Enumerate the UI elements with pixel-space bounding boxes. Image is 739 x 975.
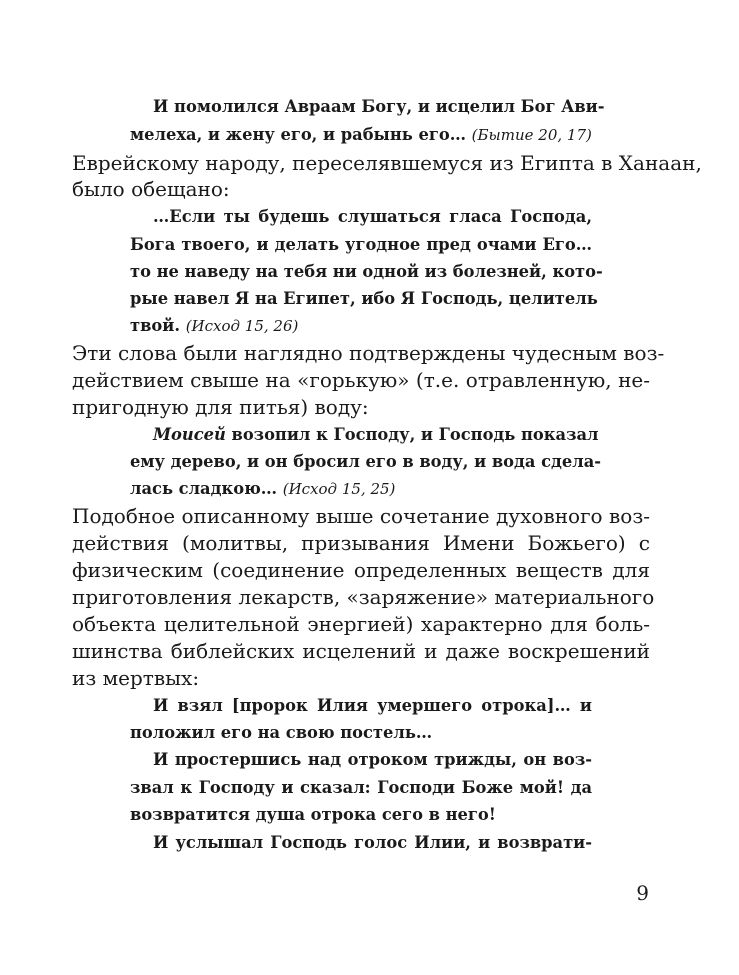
para3-line5: объекта целительной энергией) характерно для боль- (72, 612, 650, 636)
quote2-line4: рые навел Я на Египет, ибо Я Господь, целитель (130, 289, 598, 308)
para3-line4: приготовления лекарств, «заряжение» материального (72, 585, 655, 609)
quote1-line2-text: мелеха, и жену его, и рабынь его… (130, 125, 472, 144)
quote4-line1: И взял [пророк Илия умершего отрока]… и (153, 696, 592, 715)
quote3-line1 (153, 424, 599, 446)
quote1-line1: И помолился Авраам Богу, и исцелил Бог Ави- (153, 97, 605, 116)
para2-line1: Эти слова были наглядно подтверждены чудесным воз- (72, 341, 665, 365)
para3-line2: действия (молитвы, призывания Имени Божьего) с (72, 531, 650, 555)
page-number: 9 (636, 881, 649, 905)
para1-line2: было обещано: (72, 177, 230, 201)
quote1-line2 (130, 124, 592, 146)
quote2-line5-text: твой. (130, 316, 186, 335)
quote2-line1: …Если ты будешь слушаться гласа Господа, (153, 207, 592, 226)
quote2-line3: то не наведу на тебя ни одной из болезней, кото- (130, 262, 603, 281)
para3-line7: из мертвых: (72, 666, 200, 690)
quote3-line1-rest: возопил к Господу, и Господь показал (225, 425, 599, 444)
quote4-line5: возвратится душа отрока сего в него! (130, 805, 496, 824)
quote1-source: (Бытие 20, 17) (471, 126, 592, 144)
quote4-line2: положил его на свою постель… (130, 723, 433, 742)
quote4-line4: звал к Господу и сказал: Господи Боже мой! да (130, 778, 592, 797)
para2-line2: действием свыше на «горькую» (т.е. отравленную, не- (72, 368, 650, 392)
quote3-line2: ему дерево, и он бросил его в воду, и вода сдела- (130, 452, 602, 471)
quote3-line3-text: лась сладкою… (130, 479, 283, 498)
quote3-moses: Моисей (153, 425, 226, 444)
para1-line1: Еврейскому народу, переселявшемуся из Египта в Ханаан, (72, 151, 702, 175)
quote3-source: (Исход 15, 25) (282, 480, 396, 498)
quote2-source: (Исход 15, 26) (185, 317, 299, 335)
para3-line1: Подобное описанному выше сочетание духовного воз- (72, 504, 650, 528)
quote3-line3 (130, 478, 592, 500)
quote4-line6: И услышал Господь голос Илии, и возврати- (153, 833, 592, 852)
para2-line3: пригодную для питья) воду: (72, 395, 369, 419)
quote2-line2: Бога твоего, и делать угодное пред очами Его… (130, 235, 592, 254)
quote2-line5 (130, 315, 592, 337)
para3-line3: физическим (соединение определенных веществ для (72, 558, 650, 582)
para3-line6: шинства библейских исцелений и даже воскрешений (72, 639, 650, 663)
quote4-line3: И простершись над отроком трижды, он воз- (153, 750, 592, 769)
